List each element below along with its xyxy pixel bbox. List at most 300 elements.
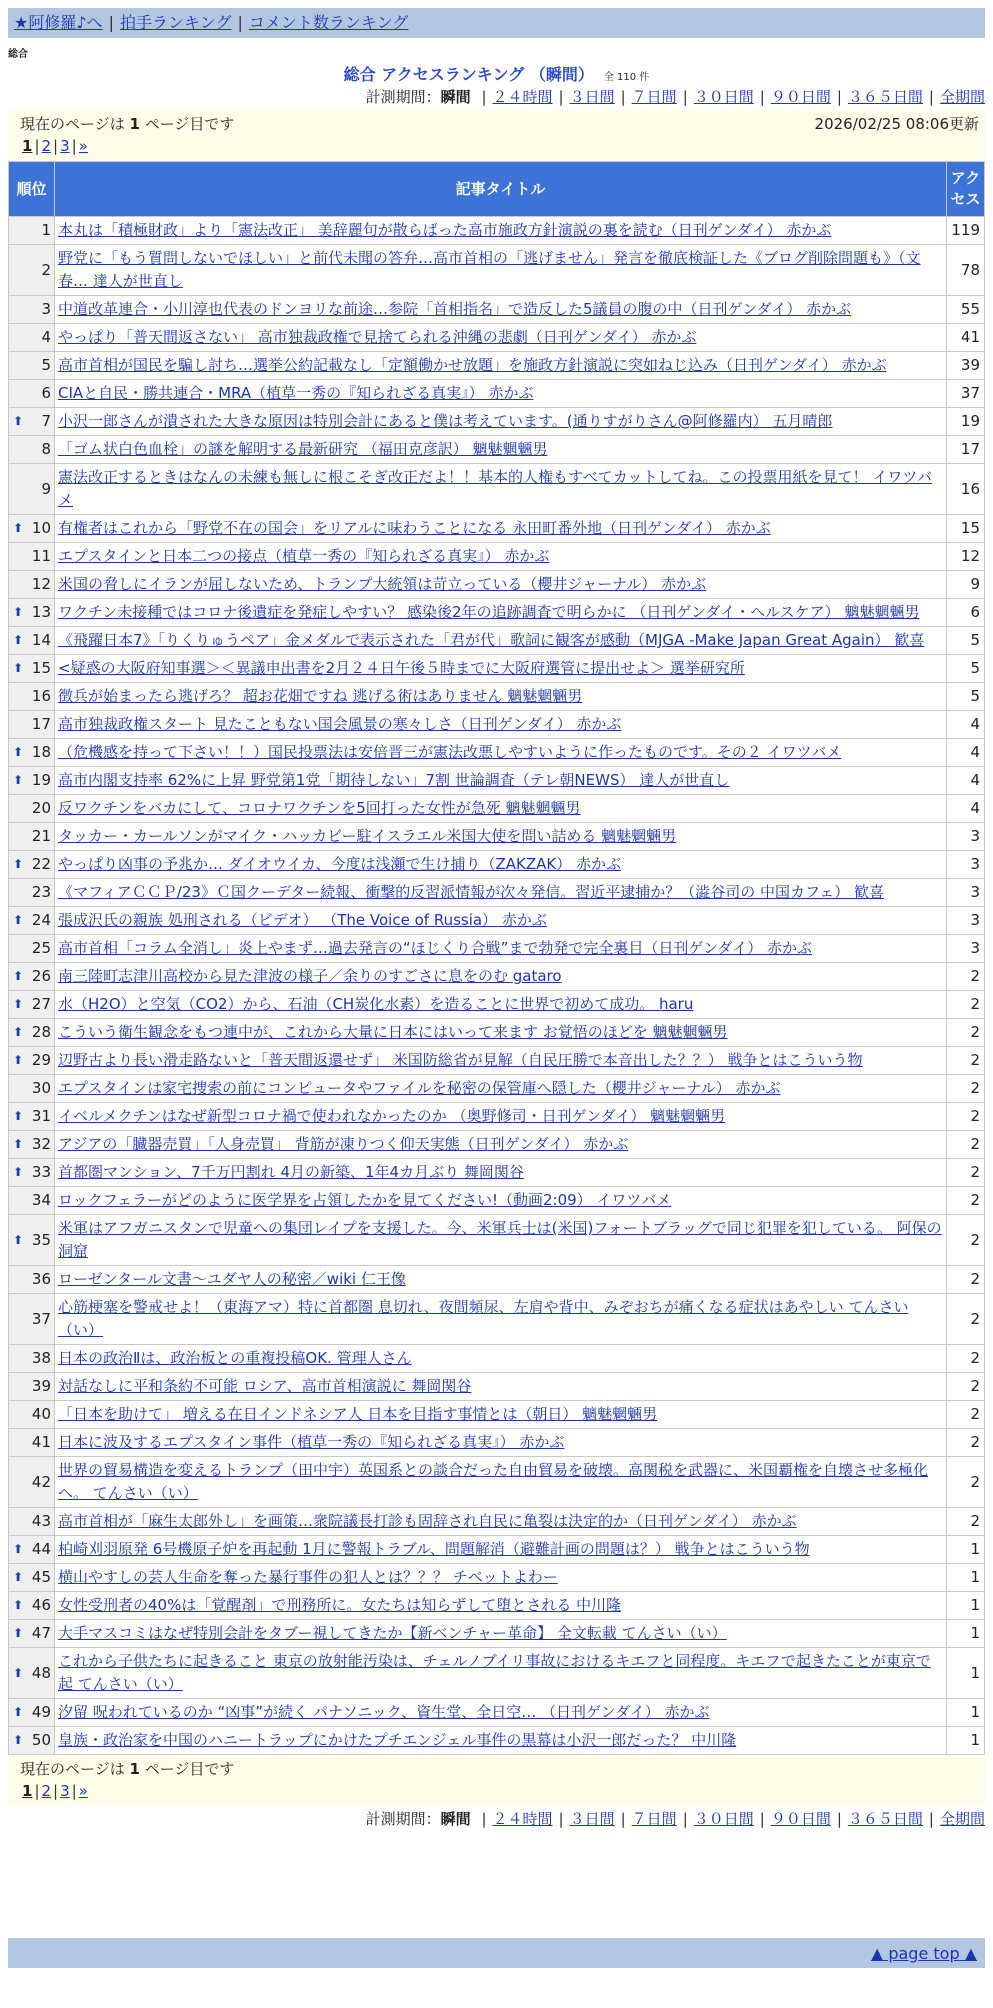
article-title-link[interactable]: 張成沢氏の親族 処刑される（ビデオ） （The Voice of Russia） 赤かぶ xyxy=(58,911,547,929)
rank-up-arrow-icon: ⬆ xyxy=(13,1570,24,1584)
article-title-link[interactable]: 日本に波及するエプスタイン事件（植草一秀の『知られざる真実』） 赤かぶ xyxy=(58,1433,565,1451)
title-cell xyxy=(55,1648,946,1698)
rank-number: 17 xyxy=(31,715,51,733)
home-link[interactable]: ★阿修羅♪へ xyxy=(14,13,103,32)
rank-up-arrow-icon: ⬆ xyxy=(13,1053,24,1067)
article-title-link[interactable]: 反ワクチンをバカにして、コロナワクチンを5回打った女性が急死 魑魅魍魎男 xyxy=(58,799,581,817)
title-cell xyxy=(55,1266,946,1293)
rank-up-arrow-icon: ⬆ xyxy=(13,969,24,983)
period-option-link[interactable]: ３日間 xyxy=(569,1810,615,1828)
period-option-link[interactable]: ３０日間 xyxy=(693,1810,754,1828)
title-cell xyxy=(55,851,946,878)
article-title-link[interactable]: 世界の貿易構造を変えるトランプ（田中宇）英国系との談合だった自由貿易を破壊。高関税を武器に、米国覇権を自壊させ多極化へ。 てんさい（い） xyxy=(58,1461,929,1502)
period-label: 計測期間： xyxy=(365,88,441,106)
rank-cell xyxy=(9,1373,54,1400)
access-count: 2 xyxy=(947,1159,984,1186)
access-count: 2 xyxy=(947,1345,984,1372)
title-cell xyxy=(55,1047,946,1074)
access-count: 6 xyxy=(947,599,984,626)
table-row xyxy=(9,767,984,794)
access-count: 3 xyxy=(947,823,984,850)
access-count: 119 xyxy=(947,217,984,244)
rank-number: 46 xyxy=(31,1596,51,1614)
article-title-link[interactable]: 柏崎刈羽原発 6号機原子炉を再起動 1月に警報トラブル、問題解消（避難計画の問題は？） 戦争とはこういう物 xyxy=(58,1540,810,1558)
title-cell xyxy=(55,543,946,570)
article-title-link[interactable]: 野党に「もう質問しないでほしい」と前代未聞の答弁…高市首相の「逃げません」発言を徹底検証した《ブログ削除問題も》（文春… 達人が世直し xyxy=(58,249,921,290)
table-row xyxy=(9,1457,984,1507)
rank-number: 34 xyxy=(31,1191,51,1209)
pager-separator: | xyxy=(34,1782,40,1800)
rank-up-arrow-icon: ⬆ xyxy=(13,1705,24,1719)
table-row xyxy=(9,599,984,626)
access-count: 2 xyxy=(947,963,984,990)
article-title-link[interactable]: 《マフィアＣＣＰ/23》Ｃ国クーデター続報、衝撃的反習派情報が次々発信。習近平逮捕か？（澁谷司の 中国カフェ） 歓喜 xyxy=(58,883,884,901)
article-title-link[interactable]: ワクチン未接種ではコロナ後遺症を発症しやすい？ 感染後2年の追跡調査で明らかに （日刊ゲンダイ・ヘルスケア） 魑魅魍魎男 xyxy=(58,603,920,621)
table-row xyxy=(9,1648,984,1698)
article-title-link[interactable]: ローゼンタール文書～ユダヤ人の秘密／wiki 仁王像 xyxy=(58,1270,406,1288)
article-title-link[interactable]: 首都圏マンション、7千万円割れ 4月の新築、1年4カ月ぶり 舞岡関谷 xyxy=(58,1163,524,1181)
period-separator: | xyxy=(481,88,487,106)
rank-cell xyxy=(9,1429,54,1456)
article-title-link[interactable]: 有権者はこれから「野党不在の国会」をリアルに味わうことになる 永田町番外地（日刊ゲンダイ） 赤かぶ xyxy=(58,519,771,537)
access-count: 2 xyxy=(947,1266,984,1293)
rank-cell xyxy=(9,543,54,570)
rank-number: 10 xyxy=(31,519,51,537)
rank-number: 36 xyxy=(31,1270,51,1288)
rank-number: 3 xyxy=(41,300,51,318)
rank-number: 37 xyxy=(31,1309,51,1328)
access-count: 1 xyxy=(947,1648,984,1698)
rank-number: 41 xyxy=(31,1433,51,1451)
access-count: 4 xyxy=(947,795,984,822)
article-title-link[interactable]: 高市首相が「麻生太郎外し」を画策…衆院議長打診も固辞され自民に亀裂は決定的か（日刊ゲンダイ） 赤かぶ xyxy=(58,1512,797,1530)
top-nav-bar xyxy=(8,8,985,38)
access-count: 2 xyxy=(947,1508,984,1535)
title-cell xyxy=(55,1429,946,1456)
rank-cell xyxy=(9,1401,54,1428)
rank-number: 18 xyxy=(31,743,51,761)
article-title-link[interactable]: 高市内閣支持率 62%に上昇 野党第1党「期待しない」7割 世論調査（テレ朝NEWS） 達人が世直し xyxy=(58,771,730,789)
rank-number: 1 xyxy=(41,221,51,239)
breadcrumb: 総合 xyxy=(8,49,28,60)
article-title-link[interactable]: 米軍はアフガニスタンで児童への集団レイプを支援した。今、米軍兵士は(米国)フォートブラッグで同じ犯罪を犯している。 阿保の洞窟 xyxy=(58,1219,942,1260)
title-cell xyxy=(55,767,946,794)
rank-cell xyxy=(9,1592,54,1619)
pager-separator: | xyxy=(71,137,77,155)
access-count: 12 xyxy=(947,543,984,570)
nav-separator: | xyxy=(108,13,114,32)
period-current: 瞬間 xyxy=(440,88,471,106)
table-row xyxy=(9,851,984,878)
access-count: 1 xyxy=(947,1620,984,1647)
article-title-link[interactable]: エプスタインと日本二つの接点（植草一秀の『知られざる真実』） 赤かぶ xyxy=(58,547,550,565)
total-count: 全 110 件 xyxy=(603,72,650,83)
rank-cell xyxy=(9,1648,54,1698)
title-cell xyxy=(55,324,946,351)
access-count: 78 xyxy=(947,245,984,295)
article-title-link[interactable]: 日本の政治Ⅱは、政治板との重複投稿OK. 管理人さん xyxy=(58,1349,412,1367)
rank-cell xyxy=(9,767,54,794)
rank-cell xyxy=(9,1103,54,1130)
title-cell xyxy=(55,571,946,598)
rank-number: 5 xyxy=(41,356,51,374)
article-title-link[interactable]: タッカー・カールソンがマイク・ハッカビー駐イスラエル米国大使を問い詰める 魑魅魍魎男 xyxy=(58,827,677,845)
rank-number: 33 xyxy=(31,1163,51,1181)
table-row xyxy=(9,711,984,738)
period-separator: | xyxy=(558,88,564,106)
title-cell xyxy=(55,1373,946,1400)
period-option-link[interactable]: ２４時間 xyxy=(492,1810,553,1828)
pager-current-page: 1 xyxy=(22,1782,33,1800)
access-count: 2 xyxy=(947,1401,984,1428)
rank-cell xyxy=(9,907,54,934)
rank-up-arrow-icon: ⬆ xyxy=(13,1137,24,1151)
rank-cell xyxy=(9,823,54,850)
title-cell xyxy=(55,352,946,379)
pager-top xyxy=(20,135,973,157)
article-title-link[interactable]: これから子供たちに起きること 東京の放射能汚染は、チェルノブイリ事故におけるキエフと同程度。キエフで起きたことが東京で起 てんさい（い） xyxy=(58,1652,931,1693)
rank-cell xyxy=(9,683,54,710)
rank-up-arrow-icon: ⬆ xyxy=(13,857,24,871)
rank-number: 47 xyxy=(31,1624,51,1642)
rank-number: 7 xyxy=(41,412,51,430)
access-count: 3 xyxy=(947,851,984,878)
rank-cell xyxy=(9,711,54,738)
rank-cell xyxy=(9,1019,54,1046)
article-title-link[interactable]: CIAと自民・勝共連合・MRA（植草一秀の『知られざる真実』） 赤かぶ xyxy=(58,384,534,402)
table-row xyxy=(9,1373,984,1400)
article-title-link[interactable]: 女性受刑者の40%は「覚醒剤」で刑務所に。女たちは知らずして堕とされる 中川隆 xyxy=(58,1596,622,1614)
rank-number: 23 xyxy=(31,883,51,901)
pager-page-link[interactable]: 2 xyxy=(41,137,52,155)
pager-next-link[interactable]: » xyxy=(78,1782,88,1800)
rank-up-arrow-icon: ⬆ xyxy=(13,521,24,535)
title-cell xyxy=(55,1103,946,1130)
rank-up-arrow-icon: ⬆ xyxy=(13,1109,24,1123)
rank-number: 25 xyxy=(31,939,51,957)
article-title-link[interactable]: 本丸は「積極財政」より「憲法改正」 美辞麗句が散らばった高市施政方針演説の裏を読む（日刊ゲンダイ） 赤かぶ xyxy=(58,221,832,239)
table-row xyxy=(9,1103,984,1130)
period-option-link[interactable]: ９０日間 xyxy=(770,88,831,106)
nav-separator: | xyxy=(237,13,243,32)
access-count: 2 xyxy=(947,1429,984,1456)
article-title-link[interactable]: 汐留 呪われているのか “凶事”が続く パナソニック、資生堂、全日空… （日刊ゲンダイ） 赤かぶ xyxy=(58,1703,710,1721)
article-title-link[interactable]: <疑惑の大阪府知事選＞＜異議申出書を2月２４日午後５時までに大阪府選管に提出せよ＞ 選挙研究所 xyxy=(58,659,745,677)
rank-up-arrow-icon: ⬆ xyxy=(13,913,24,927)
pager-separator: | xyxy=(34,137,40,155)
period-option-link[interactable]: ３０日間 xyxy=(693,88,754,106)
rank-up-arrow-icon: ⬆ xyxy=(13,414,24,428)
pager-current-page: 1 xyxy=(22,137,33,155)
rank-number: 30 xyxy=(31,1079,51,1097)
footer-bar xyxy=(8,1938,985,1968)
rank-cell xyxy=(9,380,54,407)
article-title-link[interactable]: アジアの「臓器売買」「人身売買」 背筋が凍りつく仰天実態（日刊ゲンダイ） 赤かぶ xyxy=(58,1135,629,1153)
rank-number: 48 xyxy=(31,1663,51,1682)
title-cell xyxy=(55,1457,946,1507)
access-count: 1 xyxy=(947,1699,984,1726)
table-row xyxy=(9,571,984,598)
table-row xyxy=(9,879,984,906)
rank-number: 49 xyxy=(31,1703,51,1721)
table-row xyxy=(9,739,984,766)
table-row xyxy=(9,963,984,990)
access-count: 2 xyxy=(947,1373,984,1400)
page-status: 現在のページは 1 ページ目です xyxy=(20,115,235,133)
article-title-link[interactable]: 辺野古より長い滑走路ないと「普天間返還せず」 米国防総省が見解（自民圧勝で本音出した？？） 戦争とはこういう物 xyxy=(58,1051,863,1069)
access-count: 2 xyxy=(947,991,984,1018)
period-label: 計測期間： xyxy=(365,1810,441,1828)
table-row xyxy=(9,1536,984,1563)
period-option-link[interactable]: ９０日間 xyxy=(770,1810,831,1828)
table-row xyxy=(9,1592,984,1619)
access-count: 5 xyxy=(947,627,984,654)
access-count: 4 xyxy=(947,711,984,738)
article-title-link[interactable]: 皇族・政治家を中国のハニートラップにかけたプチエンジェル事件の黒幕は小沢一郎だった？ 中川隆 xyxy=(58,1731,737,1749)
title-cell xyxy=(55,1564,946,1591)
article-title-link[interactable]: 水（H2O）と空気（CO2）から、石油（CH炭化水素）を造ることに世界で初めて成功。 haru xyxy=(58,995,694,1013)
access-count: 39 xyxy=(947,352,984,379)
page-status-box-bottom xyxy=(8,1755,985,1805)
rank-number: 6 xyxy=(41,384,51,402)
access-count: 3 xyxy=(947,879,984,906)
table-row xyxy=(9,1620,984,1647)
article-title-link[interactable]: 南三陸町志津川高校から見た津波の様子／余りのすごさに息をのむ gataro xyxy=(58,967,562,985)
article-title-link[interactable]: 心筋梗塞を警戒せよ！（東海アマ）特に首都圏 息切れ、夜間頻尿、左肩や背中、みぞおちが痛くなる症状はあやしい てんさい（い） xyxy=(58,1298,909,1339)
title-cell xyxy=(55,1294,946,1344)
applause-ranking-link[interactable]: 拍手ランキング xyxy=(119,13,232,32)
table-row xyxy=(9,1075,984,1102)
rank-cell xyxy=(9,296,54,323)
rank-number: 22 xyxy=(31,855,51,873)
access-count: 1 xyxy=(947,1727,984,1754)
rank-cell xyxy=(9,352,54,379)
table-header-row xyxy=(9,162,984,216)
period-option-link[interactable]: 全期間 xyxy=(939,88,985,106)
period-selector-bottom xyxy=(366,1808,985,1829)
article-title-link[interactable]: イベルメクチンはなぜ新型コロナ禍で使われなかったのか （奥野修司・日刊ゲンダイ） 魑魅魍魎男 xyxy=(58,1107,726,1125)
period-separator: | xyxy=(836,88,842,106)
access-count: 2 xyxy=(947,1215,984,1265)
period-separator: | xyxy=(682,88,688,106)
access-count: 16 xyxy=(947,464,984,514)
title-cell xyxy=(55,963,946,990)
rank-number: 50 xyxy=(31,1731,51,1749)
title-cell xyxy=(55,245,946,295)
article-title-link[interactable]: やっぱり凶事の予兆か… ダイオウイカ、今度は浅瀬で生け捕り（ZAKZAK） 赤かぶ xyxy=(58,855,622,873)
article-title-link[interactable]: こういう衛生観念をもつ連中が、これから大量に日本にはいって来ます お覚悟のほどを 魑魅魍魎男 xyxy=(58,1023,728,1041)
period-option-link[interactable]: ７日間 xyxy=(631,88,677,106)
access-count: 1 xyxy=(947,1592,984,1619)
table-row xyxy=(9,1564,984,1591)
rank-cell xyxy=(9,627,54,654)
rank-up-arrow-icon: ⬆ xyxy=(13,1232,24,1247)
article-title-link[interactable]: 米国の脅しにイランが屈しないため、トランプ大統領は苛立っている（櫻井ジャーナル） 赤かぶ xyxy=(58,575,707,593)
access-count: 2 xyxy=(947,1187,984,1214)
title-cell xyxy=(55,627,946,654)
rank-number: 8 xyxy=(41,440,51,458)
article-title-link[interactable]: やっぱり「普天間返さない」 高市独裁政権で見捨てられる沖縄の悲劇（日刊ゲンダイ） 赤かぶ xyxy=(58,328,697,346)
rank-cell xyxy=(9,879,54,906)
rank-cell xyxy=(9,217,54,244)
title-cell xyxy=(55,1345,946,1372)
period-option-link[interactable]: ３日間 xyxy=(569,88,615,106)
article-title-link[interactable]: 徴兵が始まったら逃げろ？ 超お花畑ですね 逃げる術はありません 魑魅魍魎男 xyxy=(58,687,583,705)
title-cell xyxy=(55,1159,946,1186)
rank-cell xyxy=(9,1215,54,1265)
title-cell xyxy=(55,464,946,514)
rank-cell xyxy=(9,1699,54,1726)
table-row xyxy=(9,217,984,244)
rank-up-arrow-icon: ⬆ xyxy=(13,661,24,675)
period-option-link[interactable]: ７日間 xyxy=(631,1810,677,1828)
rank-cell xyxy=(9,408,54,435)
access-count: 5 xyxy=(947,655,984,682)
header-access: アクセス xyxy=(947,162,984,216)
rank-cell xyxy=(9,1536,54,1563)
table-row xyxy=(9,1159,984,1186)
table-row xyxy=(9,1266,984,1293)
article-title-link[interactable]: 「ゴム状白色血栓」の謎を解明する最新研究 （福田克彦訳） 魑魅魍魎男 xyxy=(58,440,548,458)
article-title-link[interactable]: 憲法改正するときはなんの未練も無しに根こそぎ改正だよ！！基本的人権もすべてカットしてね。この投票用紙を見て！ イワツバメ xyxy=(58,468,933,509)
pager-page-link[interactable]: 3 xyxy=(60,1782,70,1800)
page-title xyxy=(0,62,993,85)
title-cell xyxy=(55,408,946,435)
rank-cell xyxy=(9,1159,54,1186)
rank-cell xyxy=(9,935,54,962)
rank-number: 42 xyxy=(31,1472,51,1491)
rank-up-arrow-icon: ⬆ xyxy=(13,1542,24,1556)
table-row xyxy=(9,515,984,542)
period-option-link[interactable]: ３６５日間 xyxy=(847,88,923,106)
table-row xyxy=(9,464,984,514)
table-row xyxy=(9,655,984,682)
ranking-table xyxy=(8,161,985,1755)
article-title-link[interactable]: 対話なしに平和条約不可能 ロシア、高市首相演説に 舞岡関谷 xyxy=(58,1377,472,1395)
table-row xyxy=(9,1727,984,1754)
period-option-link[interactable]: 全期間 xyxy=(939,1810,985,1828)
rank-number: 35 xyxy=(31,1230,51,1249)
rank-number: 20 xyxy=(31,799,51,817)
title-cell xyxy=(55,1699,946,1726)
rank-cell xyxy=(9,324,54,351)
rank-cell xyxy=(9,571,54,598)
rank-cell xyxy=(9,464,54,514)
rank-number: 16 xyxy=(31,687,51,705)
period-current: 瞬間 xyxy=(440,1810,471,1828)
rank-up-arrow-icon: ⬆ xyxy=(13,745,24,759)
rank-cell xyxy=(9,991,54,1018)
table-row xyxy=(9,935,984,962)
period-separator: | xyxy=(481,1810,487,1828)
title-cell xyxy=(55,1215,946,1265)
rank-up-arrow-icon: ⬆ xyxy=(13,633,24,647)
table-row xyxy=(9,1019,984,1046)
ranking-table-body xyxy=(9,217,984,1754)
page-status-box-top xyxy=(8,110,985,160)
table-row xyxy=(9,1429,984,1456)
pager-page-link[interactable]: 2 xyxy=(41,1782,52,1800)
table-row xyxy=(9,1294,984,1344)
article-title-link[interactable]: 高市独裁政権スタート 見たこともない国会風景の寒々しさ（日刊ゲンダイ） 赤かぶ xyxy=(58,715,622,733)
title-cell xyxy=(55,907,946,934)
header-title: 記事タイトル xyxy=(55,162,946,216)
pager-separator: | xyxy=(53,137,59,155)
rank-number: 32 xyxy=(31,1135,51,1153)
table-row xyxy=(9,991,984,1018)
table-row xyxy=(9,1508,984,1535)
period-separator: | xyxy=(620,1810,626,1828)
article-title-link[interactable]: 「日本を助けて」 増える在日インドネシア人 日本を目指す事情とは（朝日） 魑魅魍魎男 xyxy=(58,1405,658,1423)
pager-next-link[interactable]: » xyxy=(78,137,88,155)
table-row xyxy=(9,408,984,435)
table-row xyxy=(9,1345,984,1372)
table-row xyxy=(9,543,984,570)
article-title-link[interactable]: 大手マスコミはなぜ特別会計をタブー視してきたか【新ベンチャー革命】 全文転載 てんさい（い） xyxy=(58,1624,727,1642)
table-row xyxy=(9,823,984,850)
access-count: 2 xyxy=(947,1075,984,1102)
table-row xyxy=(9,324,984,351)
article-title-link[interactable]: エプスタインは家宅捜索の前にコンピュータやファイルを秘密の保管庫へ隠した（櫻井ジャーナル） 赤かぶ xyxy=(58,1079,781,1097)
article-title-link[interactable]: （危機感を持って下さい！！）国民投票法は安倍晋三が憲法改悪しやすいように作ったものです。その２ イワツバメ xyxy=(58,743,842,761)
rank-up-arrow-icon: ⬆ xyxy=(13,773,24,787)
article-title-link[interactable]: ロックフェラーがどのように医学界を占領したかを見てください!（動画2:09） イワツバメ xyxy=(58,1191,672,1209)
rank-cell xyxy=(9,1620,54,1647)
title-cell xyxy=(55,879,946,906)
table-row xyxy=(9,245,984,295)
ranking-title: 総合 アクセスランキング （瞬間） xyxy=(343,65,594,84)
article-title-link[interactable]: 高市首相「コラム全消し」炎上やまず…過去発言の“ほじくり合戦”まで勃発で完全裏目（日刊ゲンダイ） 赤かぶ xyxy=(58,939,812,957)
header-rank: 順位 xyxy=(9,162,54,216)
period-option-link[interactable]: ２４時間 xyxy=(492,88,553,106)
pager-separator: | xyxy=(71,1782,77,1800)
title-cell xyxy=(55,296,946,323)
article-title-link[interactable]: 小沢一郎さんが潰された大きな原因は特別会計にあると僕は考えています。(通りすがりさん@阿修羅内） 五月晴郎 xyxy=(58,412,833,430)
access-count: 2 xyxy=(947,1294,984,1344)
rank-cell xyxy=(9,1727,54,1754)
title-cell xyxy=(55,991,946,1018)
access-count: 2 xyxy=(947,1457,984,1507)
rank-number: 11 xyxy=(31,547,51,565)
title-cell xyxy=(55,1727,946,1754)
period-option-link[interactable]: ３６５日間 xyxy=(847,1810,923,1828)
rank-cell xyxy=(9,1131,54,1158)
article-title-link[interactable]: 横山やすしの芸人生命を奪った暴行事件の犯人とは？？？ チベットよわー xyxy=(58,1568,558,1586)
rank-cell xyxy=(9,1345,54,1372)
title-cell xyxy=(55,1536,946,1563)
access-count: 2 xyxy=(947,1019,984,1046)
title-cell xyxy=(55,599,946,626)
rank-number: 24 xyxy=(31,911,51,929)
access-count: 55 xyxy=(947,296,984,323)
rank-number: 21 xyxy=(31,827,51,845)
article-title-link[interactable]: 中道改革連合・小川淳也代表のドンヨリな前途…参院「首相指名」で造反した5議員の腹の中（日刊ゲンダイ） 赤かぶ xyxy=(58,300,852,318)
access-count: 1 xyxy=(947,1536,984,1563)
article-title-link[interactable]: 《飛躍日本7》「りくりゅうペア」金メダルで表示された「君が代」歌詞に観客が感動（MJGA -Make Japan Great Again） 歓喜 xyxy=(58,631,925,649)
rank-cell xyxy=(9,1266,54,1293)
rank-cell xyxy=(9,436,54,463)
rank-number: 39 xyxy=(31,1377,51,1395)
page-top-link[interactable]: ▲ page top ▲ xyxy=(870,1944,977,1963)
access-count: 2 xyxy=(947,1047,984,1074)
access-count: 5 xyxy=(947,683,984,710)
table-row xyxy=(9,1131,984,1158)
article-title-link[interactable]: 高市首相が国民を騙し討ち…選挙公約記載なし「定額働かせ放題」を施政方針演説に突如ねじ込み（日刊ゲンダイ） 赤かぶ xyxy=(58,356,887,374)
comment-ranking-link[interactable]: コメント数ランキング xyxy=(248,13,409,32)
access-count: 41 xyxy=(947,324,984,351)
pager-page-link[interactable]: 3 xyxy=(60,137,70,155)
rank-number: 9 xyxy=(41,479,51,498)
